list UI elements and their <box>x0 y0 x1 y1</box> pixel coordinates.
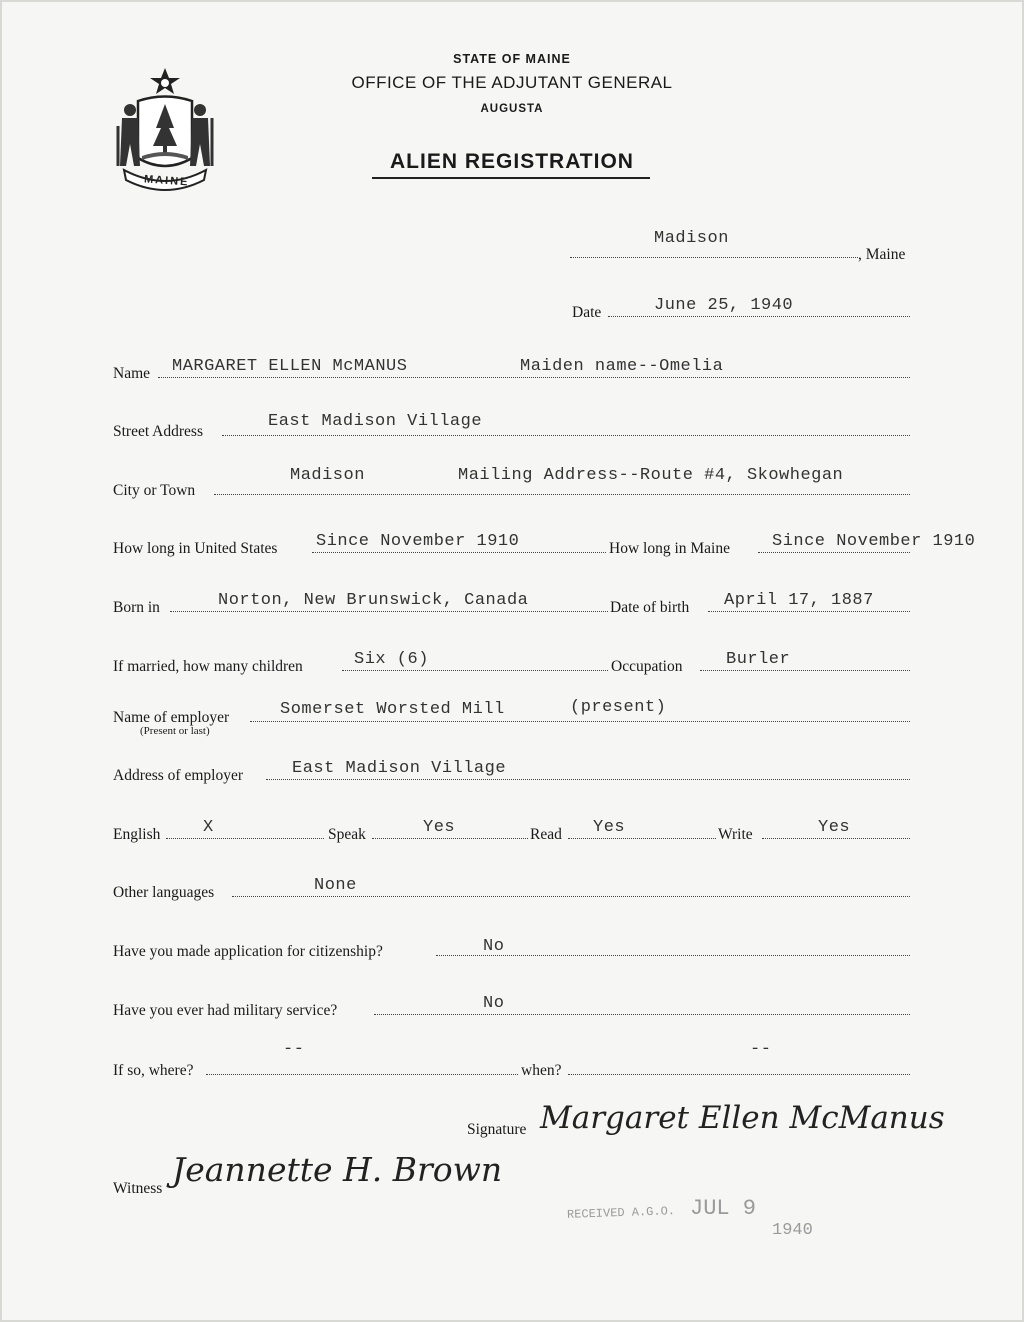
us-duration-line <box>312 552 606 553</box>
when-label: when? <box>521 1062 562 1079</box>
employer-label: Name of employer <box>113 709 230 726</box>
citizenship-label: Have you made application for citizenship? <box>113 943 383 960</box>
us-duration-label: How long in United States <box>113 540 278 557</box>
speak-line <box>372 838 528 839</box>
employer-address-line <box>266 779 910 780</box>
english-label: English <box>113 826 161 843</box>
english-line <box>166 838 324 839</box>
read-line <box>568 838 716 839</box>
where-label: If so, where? <box>113 1062 194 1079</box>
employer-address-value: East Madison Village <box>292 759 507 778</box>
other-languages-label: Other languages <box>113 884 215 901</box>
born-in-label: Born in <box>113 599 160 616</box>
birth-date-line <box>708 611 910 612</box>
title-underline <box>372 177 650 179</box>
received-stamp-text: RECEIVED A.G.O. <box>566 1204 676 1222</box>
employer-present-value: (present) <box>570 698 667 717</box>
military-line <box>374 1014 910 1015</box>
city-label: City or Town <box>113 482 196 499</box>
born-in-value: Norton, New Brunswick, Canada <box>218 591 529 610</box>
birth-date-label: Date of birth <box>610 599 690 616</box>
read-label: Read <box>530 826 562 843</box>
name-value: MARGARET ELLEN McMANUS <box>172 357 408 376</box>
maine-duration-line <box>758 552 910 553</box>
header-state: STATE OF MAINE <box>453 52 571 66</box>
write-label: Write <box>718 826 753 843</box>
citizenship-line <box>436 955 910 956</box>
form-title: ALIEN REGISTRATION <box>390 150 634 173</box>
children-value: Six (6) <box>354 650 429 669</box>
maine-duration-value: Since November 1910 <box>772 532 976 551</box>
occupation-label: Occupation <box>611 658 683 675</box>
citizenship-value: No <box>483 937 505 956</box>
write-line <box>762 838 910 839</box>
signature-label: Signature <box>467 1121 527 1138</box>
birth-date-value: April 17, 1887 <box>724 591 874 610</box>
received-stamp-year: 1940 <box>772 1221 813 1240</box>
employer-line <box>250 721 910 722</box>
place-suffix: , Maine <box>858 246 906 263</box>
other-languages-value: None <box>314 876 357 895</box>
occupation-value: Burler <box>726 650 791 669</box>
witness-value: Jeannette H. Brown <box>172 1150 503 1189</box>
other-languages-line <box>232 896 910 897</box>
name-line <box>158 377 910 378</box>
speak-value: Yes <box>423 818 456 837</box>
when-line <box>568 1074 910 1075</box>
date-value: June 25, 1940 <box>654 296 794 315</box>
english-value: X <box>203 818 214 837</box>
city-line <box>214 494 910 495</box>
street-label: Street Address <box>113 423 203 440</box>
speak-label: Speak <box>328 826 366 843</box>
place-line <box>570 257 858 258</box>
date-label: Date <box>572 304 602 321</box>
header-office: OFFICE OF THE ADJUTANT GENERAL <box>351 73 673 92</box>
name-label: Name <box>113 365 151 382</box>
maine-duration-label: How long in Maine <box>609 540 730 557</box>
where-line <box>206 1074 518 1075</box>
signature-value: Margaret Ellen McManus <box>540 1100 945 1136</box>
employer-value: Somerset Worsted Mill <box>280 700 505 719</box>
employer-sublabel: (Present or last) <box>140 725 210 737</box>
born-in-line <box>170 611 608 612</box>
when-value: -- <box>750 1040 772 1059</box>
city-value: Madison <box>290 466 365 485</box>
mailing-address-value: Mailing Address--Route #4, Skowhegan <box>458 466 844 485</box>
occupation-line <box>700 670 910 671</box>
maiden-name-value: Maiden name--Omelia <box>520 357 724 376</box>
header-city: AUGUSTA <box>480 103 544 115</box>
write-value: Yes <box>818 818 851 837</box>
employer-address-label: Address of employer <box>113 767 243 784</box>
street-line <box>222 435 910 436</box>
date-line <box>608 316 910 317</box>
military-value: No <box>483 994 505 1013</box>
military-label: Have you ever had military service? <box>113 1002 338 1019</box>
place-value: Madison <box>654 229 729 248</box>
seal-text: MAINE <box>143 173 190 189</box>
children-line <box>342 670 608 671</box>
witness-label: Witness <box>113 1180 163 1197</box>
read-value: Yes <box>593 818 626 837</box>
children-label: If married, how many children <box>113 658 303 675</box>
us-duration-value: Since November 1910 <box>316 532 520 551</box>
received-stamp-date: JUL 9 <box>690 1196 757 1221</box>
where-value: -- <box>283 1040 305 1059</box>
street-value: East Madison Village <box>268 412 483 431</box>
